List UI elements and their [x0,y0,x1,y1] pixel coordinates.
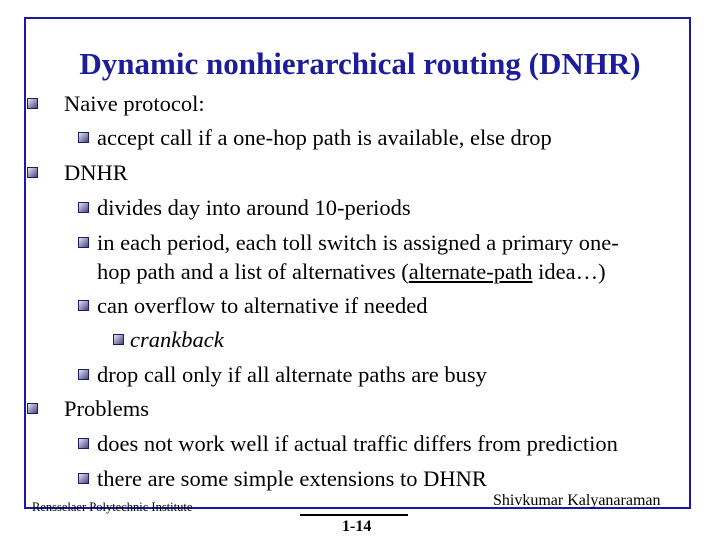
bullet-problems: Problems [64,396,150,421]
sub-bullet-drop-call: drop call only if all alternate paths are busy [97,362,487,387]
sub-bullet-traffic-prediction: does not work well if actual traffic differs from prediction [97,431,618,456]
bullet-icon [113,334,124,345]
continuation-text-end: idea…) [532,259,606,284]
bullet-icon [27,167,38,178]
sub-bullet-extensions: there are some simple extensions to DHNR [97,466,487,491]
bullet-icon [78,438,89,449]
bullet-icon [78,473,89,484]
sub-bullet-overflow: can overflow to alternative if needed [97,293,428,318]
bullet-dnhr: DNHR [64,160,128,185]
bullet-icon [78,369,89,380]
sub-bullet-each-period-continued [97,259,606,285]
sub-sub-bullet-crankback: crankback [130,327,224,352]
sub-bullet-each-period: in each period, each toll switch is assigned a primary one- [97,230,619,255]
continuation-text-start: hop path and a list of alternatives ( [97,259,409,284]
sub-bullet-accept-call: accept call if a one-hop path is available, else drop [97,125,552,150]
bullet-naive-protocol: Naive protocol: [64,91,205,116]
bullet-icon [27,403,38,414]
page-number-rule [300,514,408,516]
footer-author: Shivkumar Kalyanaraman [493,492,661,509]
page-number: 1-14 [342,518,372,535]
bullet-icon [78,202,89,213]
bullet-icon [78,300,89,311]
sub-bullet-divides-day: divides day into around 10-periods [97,195,411,220]
alternate-path-term: alternate-path [408,259,533,284]
slide-title: Dynamic nonhierarchical routing (DNHR) [79,46,641,81]
bullet-icon [78,132,89,143]
footer-institution: Rensselaer Polytechnic Institute [32,500,193,514]
bullet-icon [78,237,89,248]
bullet-icon [27,98,38,109]
